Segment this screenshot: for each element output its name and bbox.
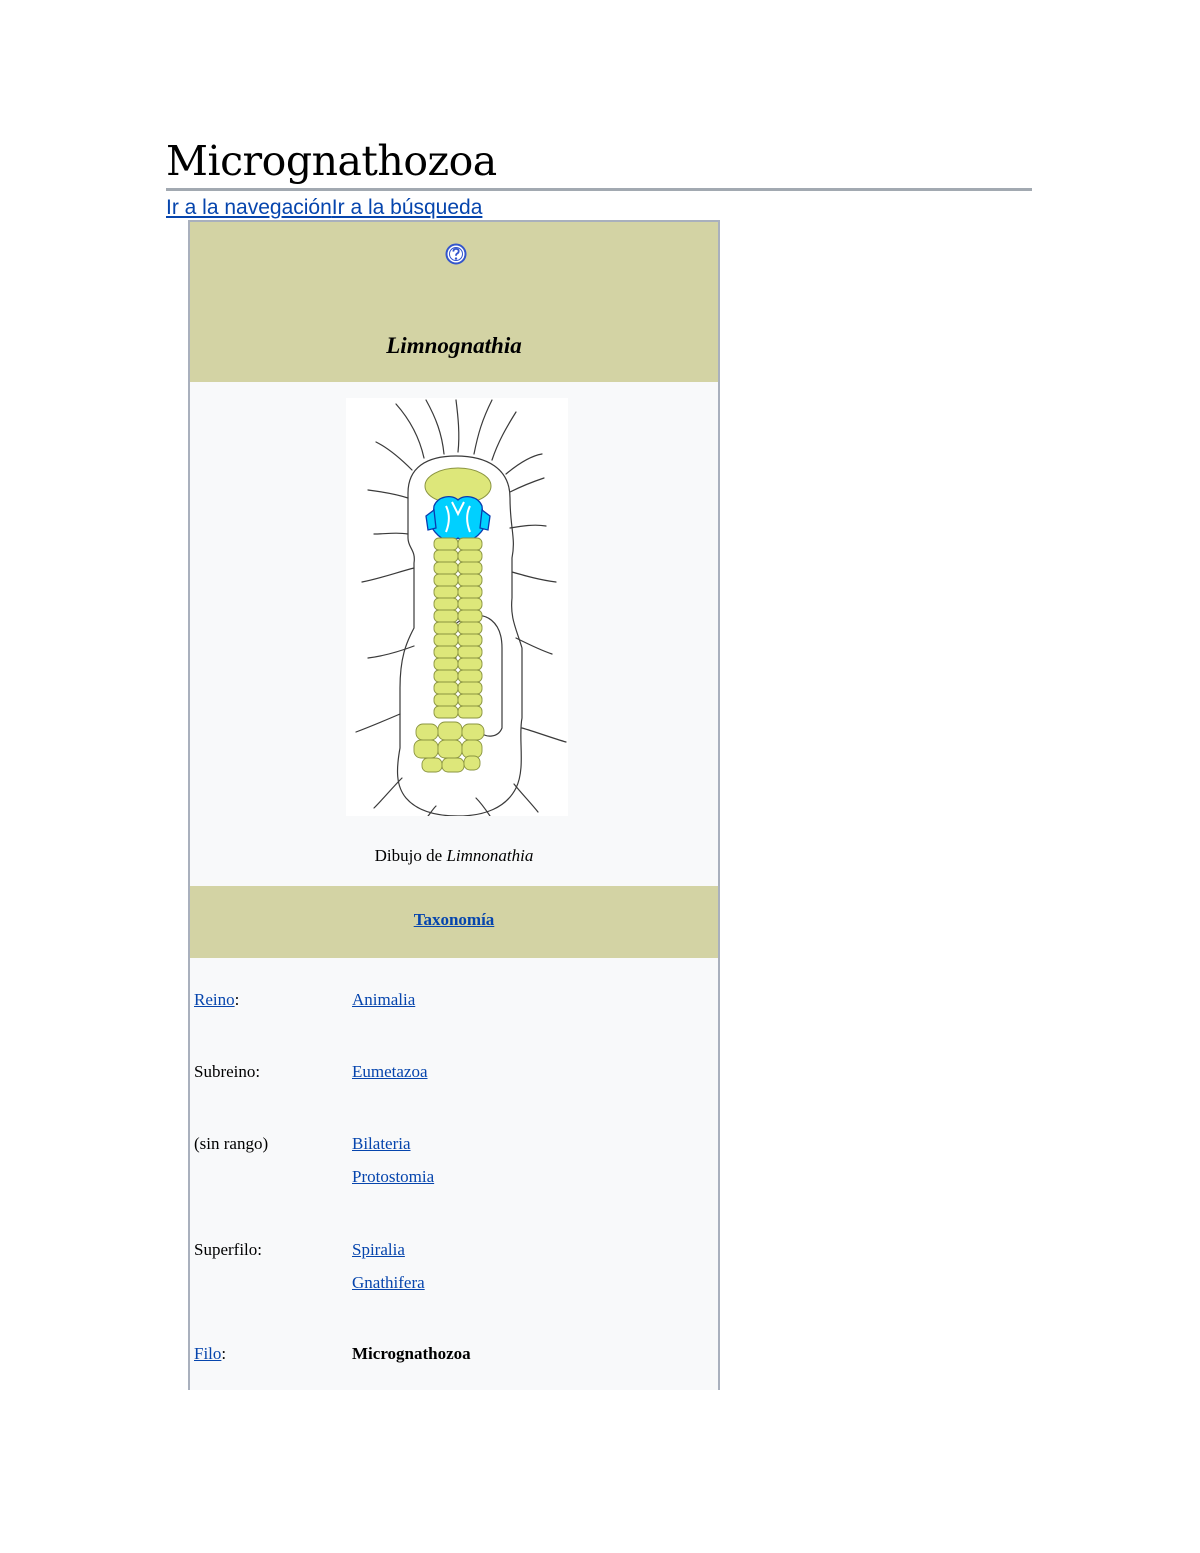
- colon: :: [221, 1344, 227, 1363]
- values-superfilo: [352, 1240, 425, 1306]
- rank-subreino: Subreino:: [194, 1062, 261, 1081]
- taxobox-header: [190, 222, 718, 382]
- colon: :: [234, 990, 240, 1009]
- page-title: Micrognathozoa: [166, 136, 1032, 191]
- value-protostomia-link[interactable]: Protostomia: [352, 1167, 435, 1186]
- value-eumetazoa-link[interactable]: Eumetazoa: [352, 1062, 428, 1081]
- taxon-name: Limnognathia: [386, 333, 522, 358]
- jump-to-search-link[interactable]: Ir a la búsqueda: [331, 196, 483, 219]
- value-spiralia-link[interactable]: Spiralia: [352, 1240, 405, 1259]
- limnognathia-drawing[interactable]: [346, 398, 568, 816]
- values-filo: [352, 1344, 471, 1377]
- rank-filo-link[interactable]: Filo: [194, 1344, 222, 1363]
- jump-to-navigation-link[interactable]: Ir a la navegación: [166, 196, 332, 219]
- organism-illustration: [346, 398, 568, 816]
- rank-filo: [194, 1344, 226, 1364]
- taxonomy-header: [190, 886, 718, 958]
- values-subreino: [352, 1062, 428, 1095]
- question-circle-icon[interactable]: [445, 243, 467, 265]
- values-reino: [352, 990, 415, 1023]
- caption-species: Limnonathia: [446, 846, 534, 865]
- caption-prefix: Dibujo de: [374, 846, 447, 865]
- jump-links: [166, 195, 482, 221]
- rank-reino: [194, 990, 239, 1010]
- value-animalia-link[interactable]: Animalia: [352, 990, 416, 1009]
- taxonomy-link[interactable]: Taxonomía: [413, 910, 495, 929]
- rank-sin-rango: (sin rango): [194, 1134, 269, 1153]
- image-caption: [190, 846, 718, 866]
- value-gnathifera-link[interactable]: Gnathifera: [352, 1273, 425, 1292]
- value-micrognathozoa: Micrognathozoa: [352, 1344, 471, 1363]
- rank-reino-link[interactable]: Reino: [194, 990, 235, 1009]
- rank-superfilo: Superfilo:: [194, 1240, 262, 1259]
- value-bilateria-link[interactable]: Bilateria: [352, 1134, 411, 1153]
- values-sin-rango: [352, 1134, 434, 1200]
- taxobox: [188, 220, 720, 1390]
